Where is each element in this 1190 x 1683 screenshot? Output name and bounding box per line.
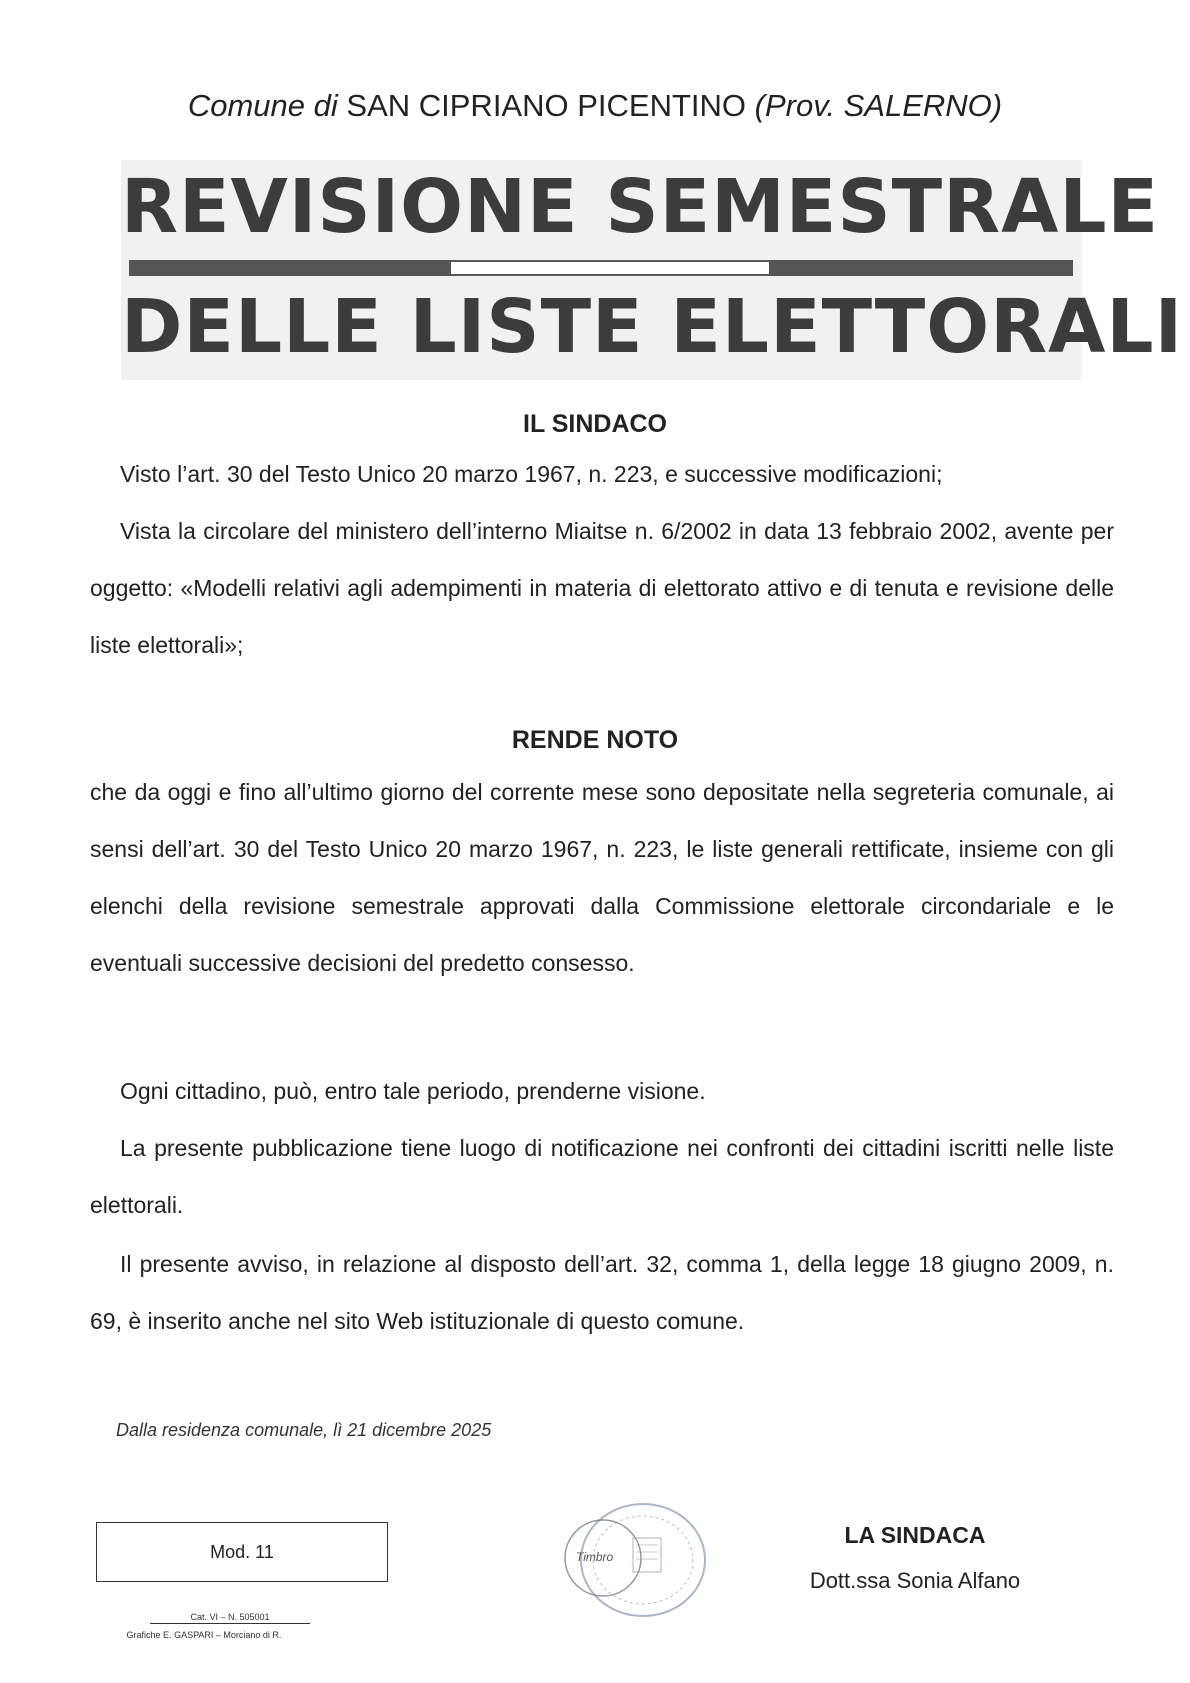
signatory-title: LA SINDACA [844,1522,986,1548]
stamp-label: Timbro [576,1550,614,1564]
paragraph-vista: Vista la circolare del ministero dell’interno Miaitse n. 6/2002 in data 13 febbraio 2002, avente per oggetto: «Modelli relativi agli adempimenti in materia di elettorato attivo e di tenuta e revisione delle liste elettorali»; [90,518,1114,658]
banner-title-line1: REVISIONE SEMESTRALE [121,164,1160,250]
paragraph-visione: Ogni cittadino, può, entro tale periodo, prenderne visione. [120,1078,706,1104]
heading-rende-noto: RENDE NOTO [511,726,679,754]
heading-il-sindaco: IL SINDACO [523,410,667,438]
signatory-name: Dott.ssa Sonia Alfano [809,1568,1021,1593]
province: (Prov. SALERNO) [754,88,1003,123]
official-stamp-seal [548,1500,708,1620]
date-line: Dalla residenza comunale, lì 21 dicembre 2025 [116,1420,492,1440]
comune-header [0,88,1190,124]
banner-divider-gap [451,262,769,274]
paragraph-visto: Visto l’art. 30 del Testo Unico 20 marzo 1967, n. 223, e successive modificazioni; [120,461,943,487]
paragraph-pubblicazione: La presente pubblicazione tiene luogo di notificazione nei confronti dei cittadini iscritti nelle liste elettorali. [90,1135,1114,1218]
paragraph-deposito: che da oggi e fino all’ultimo giorno del corrente mese sono depositate nella segreteria comunale, ai sensi dell’art. 30 del Testo Unico 20 marzo 1967, n. 223, le liste generali rettificate, insieme con gli elenchi della revisione semestrale approvati dalla Commissione elettorale circondariale e le eventuali successive decisioni del predetto consesso. [90,779,1114,976]
model-number: Mod. 11 [210,1541,274,1562]
comune-prefix: Comune di [187,88,338,123]
catalog-number: Cat. VI – N. 505001 [150,1612,310,1624]
title-banner [121,160,1184,380]
model-box [96,1522,388,1582]
comune-name: SAN CIPRIANO PICENTINO [346,88,747,123]
paragraph-avviso-web: Il presente avviso, in relazione al disposto dell’art. 32, comma 1, della legge 18 giugno 2009, n. 69, è inserito anche nel sito Web istituzionale di questo comune. [90,1251,1114,1334]
banner-title-line2: DELLE LISTE ELETTORALI [121,284,1184,370]
printer-credit: Grafiche E. GASPARI – Morciano di R. [126,1630,282,1640]
